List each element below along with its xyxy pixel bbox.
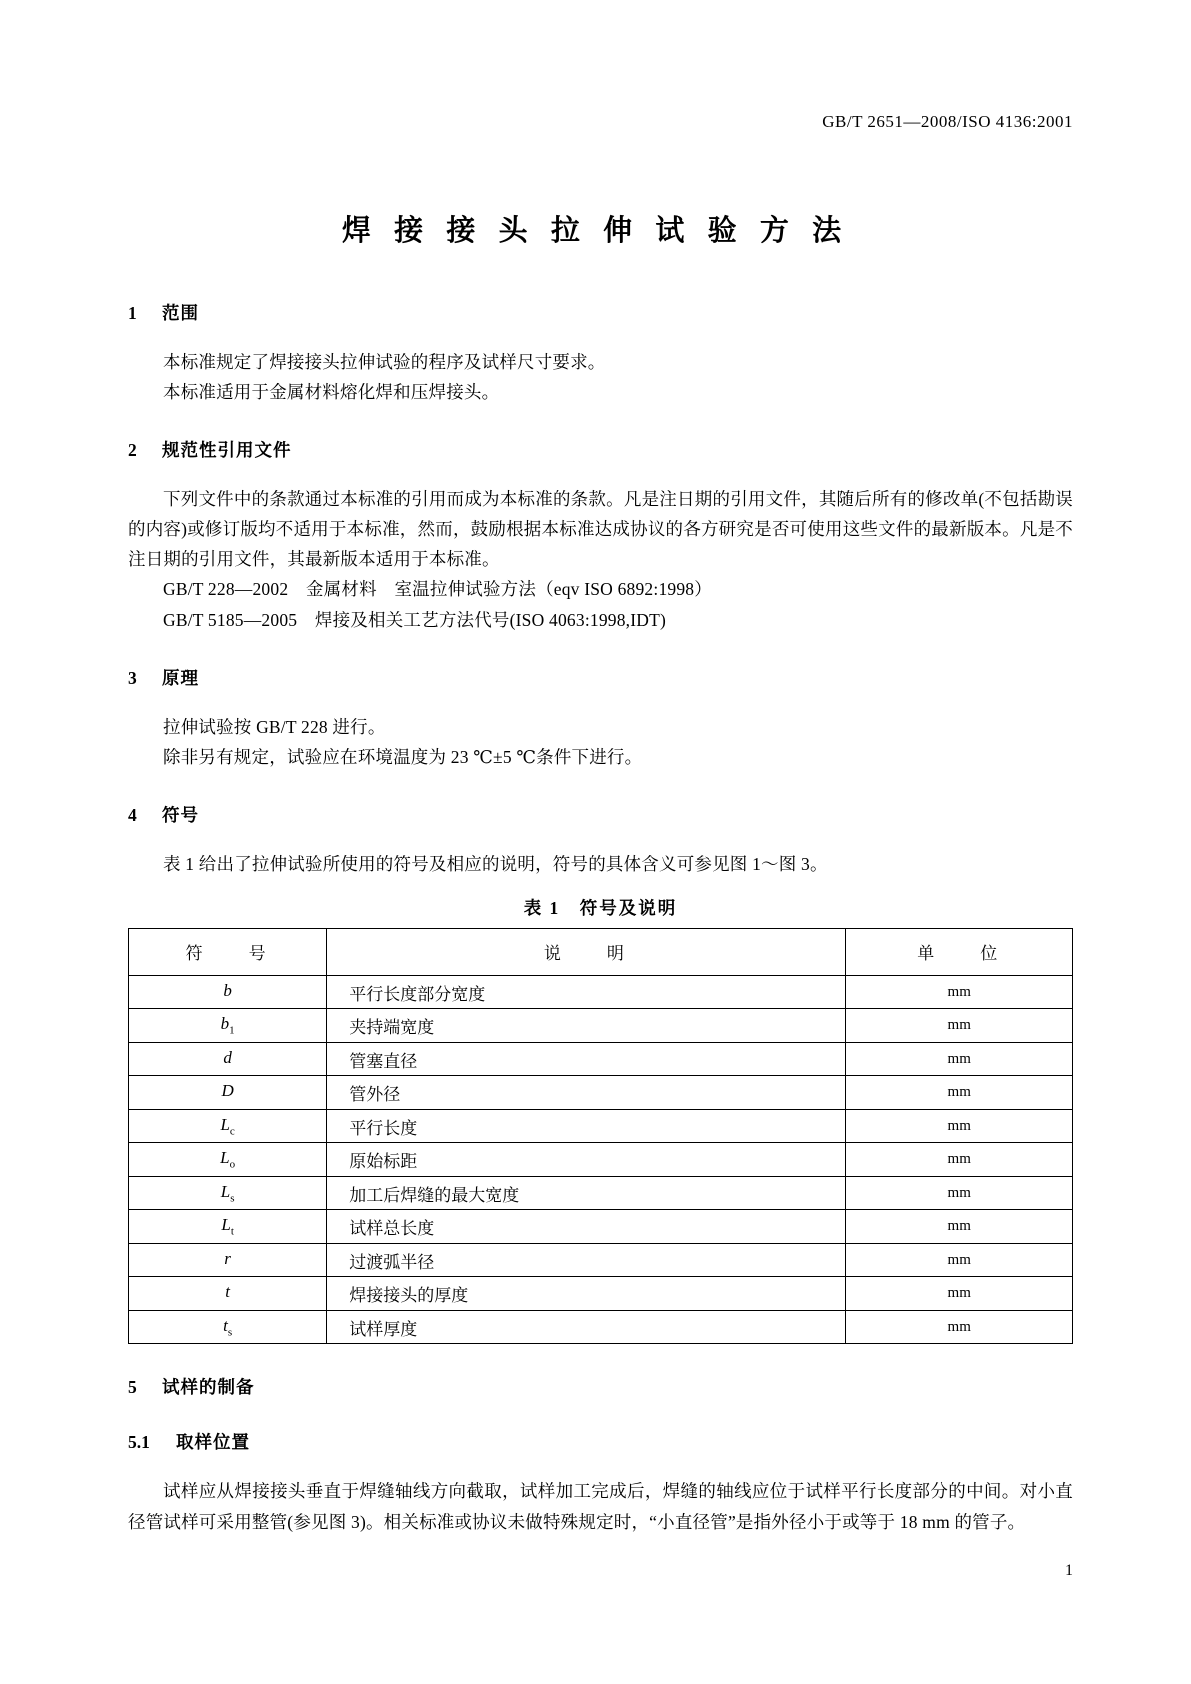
clause-title-5-1: 取样位置 — [176, 1432, 250, 1453]
cell-unit: mm — [846, 1109, 1073, 1143]
clause2-paragraph-1: 下列文件中的条款通过本标准的引用而成为本标准的条款。凡是注日期的引用文件，其随后所有的修改单(不包括勘误的内容)或修订版均不适用于本标准，然而，鼓励根据本标准达成协议的各方研究是否可使用这些文件的最新版本。凡是不注日期的引用文件，其最新版本适用于本标准。 — [128, 489, 1073, 570]
cell-unit: mm — [846, 1042, 1073, 1076]
cell-unit: mm — [846, 1176, 1073, 1210]
page-header-standard-code: GB/T 2651—2008/ISO 4136:2001 — [822, 112, 1073, 131]
document-title: 焊 接 接 头 拉 伸 试 验 方 法 — [341, 215, 850, 247]
clause-title-5: 试样的制备 — [162, 1377, 255, 1398]
table-row — [129, 1143, 1073, 1177]
cell-unit: mm — [846, 1277, 1073, 1311]
cell-description: 管外径 — [327, 1076, 846, 1110]
cell-unit: mm — [846, 1143, 1073, 1177]
document-body — [128, 300, 1073, 1537]
page-number: 1 — [1065, 1562, 1073, 1579]
table-header-row — [129, 928, 1073, 975]
table-row — [129, 1310, 1073, 1344]
clause5-1-paragraph-1: 试样应从焊接接头垂直于焊缝轴线方向截取，试样加工完成后，焊缝的轴线应位于试样平行长度部分的中间。对小直径管试样可采用整管(参见图 3)。相关标准或协议未做特殊规定时，“小直径管”是指外径小于或等于 18 mm 的管子。 — [128, 1481, 1073, 1532]
table-row — [129, 975, 1073, 1009]
cell-description: 管塞直径 — [327, 1042, 846, 1076]
clause-number-5: 5 — [128, 1377, 137, 1398]
cell-symbol: $L_c$ — [129, 1109, 327, 1143]
cell-symbol: t — [129, 1277, 327, 1311]
clause-heading-2 — [128, 437, 1073, 462]
clause-title-1: 范围 — [162, 303, 199, 323]
clause-title-2: 规范性引用文件 — [162, 440, 292, 461]
cell-description: 试样总长度 — [327, 1210, 846, 1244]
cell-description: 原始标距 — [327, 1143, 846, 1177]
cell-description: 夹持端宽度 — [327, 1009, 846, 1043]
table-row — [129, 1076, 1073, 1110]
cell-symbol: $t_s$ — [129, 1310, 327, 1344]
clause4-paragraph-1: 表 1 给出了拉伸试验所使用的符号及相应的说明，符号的具体含义可参见图 1～图 3。 — [163, 853, 828, 874]
cell-symbol: $L_o$ — [129, 1143, 327, 1177]
cell-unit: mm — [846, 1009, 1073, 1043]
clause-number-3: 3 — [128, 667, 137, 688]
cell-symbol: r — [129, 1243, 327, 1277]
clause-number-1: 1 — [128, 303, 137, 323]
table-row — [129, 1243, 1073, 1277]
normative-reference-1: GB/T 228—2002 金属材料 室温拉伸试验方法（eqv ISO 6892:1998） — [163, 579, 712, 600]
clause-heading-3 — [128, 665, 1073, 690]
normative-reference-2: GB/T 5185—2005 焊接及相关工艺方法代号(ISO 4063:1998,IDT) — [163, 609, 667, 630]
table-row — [129, 1042, 1073, 1076]
symbols-table — [128, 928, 1073, 1345]
cell-symbol: $b_1$ — [129, 1009, 327, 1043]
clause-title-4: 符号 — [162, 804, 199, 825]
table-row — [129, 1210, 1073, 1244]
clause1-paragraph-2: 本标准适用于金属材料熔化焊和压焊接头。 — [163, 382, 500, 403]
clause3-paragraph-1: 拉伸试验按 GB/T 228 进行。 — [163, 716, 386, 737]
cell-unit: mm — [846, 975, 1073, 1009]
cell-unit: mm — [846, 1310, 1073, 1344]
clause-heading-5 — [128, 1374, 1073, 1399]
table-row — [129, 1009, 1073, 1043]
table-column-header-unit: 单 位 — [846, 928, 1073, 975]
table-row — [129, 1277, 1073, 1311]
cell-unit: mm — [846, 1076, 1073, 1110]
cell-description: 加工后焊缝的最大宽度 — [327, 1176, 846, 1210]
clause-title-3: 原理 — [162, 667, 199, 688]
table-column-header-description: 说 明 — [327, 928, 846, 975]
table-1-caption: 表 1 符号及说明 — [523, 897, 678, 918]
table-row — [129, 1176, 1073, 1210]
cell-description: 过渡弧半径 — [327, 1243, 846, 1277]
cell-unit: mm — [846, 1243, 1073, 1277]
cell-symbol: b — [129, 975, 327, 1009]
cell-unit: mm — [846, 1210, 1073, 1244]
cell-description: 平行长度 — [327, 1109, 846, 1143]
clause-heading-1 — [128, 300, 1073, 325]
cell-description: 试样厚度 — [327, 1310, 846, 1344]
clause-heading-4 — [128, 802, 1073, 827]
cell-symbol: d — [129, 1042, 327, 1076]
clause1-paragraph-1: 本标准规定了焊接接头拉伸试验的程序及试样尺寸要求。 — [163, 352, 606, 372]
clause-heading-5-1 — [128, 1429, 1073, 1454]
cell-description: 平行长度部分宽度 — [327, 975, 846, 1009]
table-column-header-symbol: 符 号 — [129, 928, 327, 975]
table-row — [129, 1109, 1073, 1143]
clause3-paragraph-2: 除非另有规定，试验应在环境温度为 23 ℃±5 ℃条件下进行。 — [163, 746, 643, 767]
clause-number-4: 4 — [128, 804, 137, 825]
cell-symbol: $L_t$ — [129, 1210, 327, 1244]
cell-symbol: $L_s$ — [129, 1176, 327, 1210]
clause-number-2: 2 — [128, 440, 137, 461]
clause-number-5-1: 5.1 — [128, 1432, 150, 1453]
cell-symbol: D — [129, 1076, 327, 1110]
cell-description: 焊接接头的厚度 — [327, 1277, 846, 1311]
